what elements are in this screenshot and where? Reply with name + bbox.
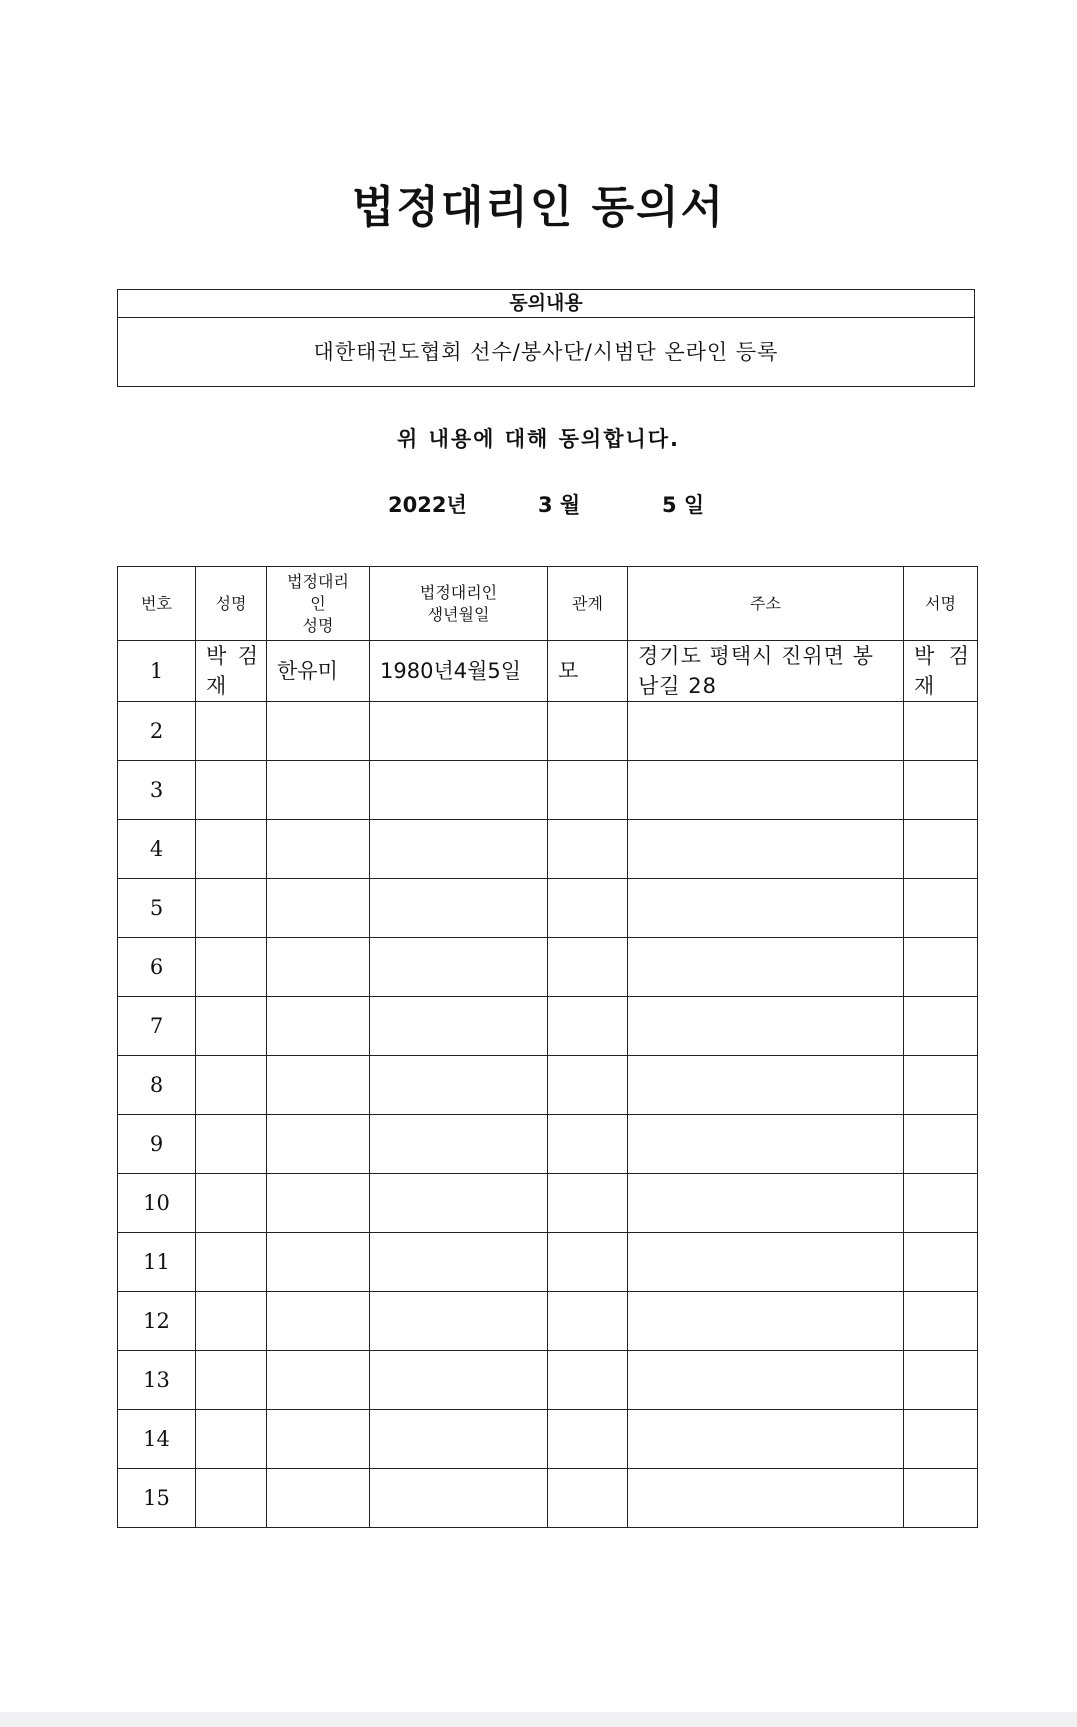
row-relation [548, 1410, 628, 1469]
row-relation [548, 761, 628, 820]
row-guardian-name [267, 1469, 370, 1528]
row-guardian-birth [370, 820, 548, 879]
row-name [196, 879, 267, 938]
row-address [628, 702, 904, 761]
row-guardian-name [267, 1174, 370, 1233]
row-no: 2 [118, 702, 196, 761]
row-address [628, 761, 904, 820]
row-address [628, 938, 904, 997]
row-address [628, 1115, 904, 1174]
row-no: 4 [118, 820, 196, 879]
row-no: 1 [118, 641, 196, 702]
row-guardian-birth [370, 1174, 548, 1233]
row-guardian-birth [370, 1351, 548, 1410]
row-no: 12 [118, 1292, 196, 1351]
row-relation [548, 820, 628, 879]
table-row [118, 702, 978, 761]
table-row [118, 1469, 978, 1528]
row-guardian-name [267, 938, 370, 997]
row-no: 11 [118, 1233, 196, 1292]
header-guardian-name-line: 성명 [302, 615, 334, 635]
row-relation [548, 1174, 628, 1233]
row-signature [904, 761, 978, 820]
row-signature [904, 1410, 978, 1469]
table-row [118, 1292, 978, 1351]
row-name [196, 1410, 267, 1469]
table-row [118, 1351, 978, 1410]
header-relation: 관계 [548, 567, 628, 641]
bottom-bar [0, 1712, 1077, 1727]
row-relation [548, 1292, 628, 1351]
header-guardian-birth-line: 법정대리인 [419, 582, 498, 602]
row-guardian-birth [370, 879, 548, 938]
row-guardian-name [267, 1410, 370, 1469]
row-guardian-birth [370, 761, 548, 820]
row-name [196, 1174, 267, 1233]
row-guardian-birth [370, 1469, 548, 1528]
row-no: 14 [118, 1410, 196, 1469]
row-guardian-name [267, 1292, 370, 1351]
row-signature [904, 1351, 978, 1410]
row-signature [904, 1174, 978, 1233]
row-guardian-name [267, 820, 370, 879]
table-row [118, 1056, 978, 1115]
row-address [628, 820, 904, 879]
row-relation [548, 997, 628, 1056]
signature-table [117, 566, 978, 1528]
table-row [118, 997, 978, 1056]
row-relation [548, 1233, 628, 1292]
row-guardian-name [267, 997, 370, 1056]
row-address [628, 1174, 904, 1233]
row-guardian-birth [370, 1410, 548, 1469]
row-name [196, 641, 267, 702]
row-name [196, 1115, 267, 1174]
row-name [196, 1233, 267, 1292]
table-header-row [118, 567, 978, 641]
row-guardian-birth: 1980년4월5일 [370, 641, 548, 702]
row-address [628, 1351, 904, 1410]
row-name-line: 박 검 [206, 644, 258, 668]
row-signature [904, 1292, 978, 1351]
row-no: 3 [118, 761, 196, 820]
table-row [118, 1233, 978, 1292]
row-guardian-birth [370, 938, 548, 997]
header-signature: 서명 [904, 567, 978, 641]
row-guardian-birth [370, 997, 548, 1056]
row-address [628, 997, 904, 1056]
row-address [628, 1410, 904, 1469]
row-relation [548, 1351, 628, 1410]
row-name [196, 702, 267, 761]
table-row [118, 879, 978, 938]
page-title: 법정대리인 동의서 [351, 182, 726, 233]
table-row [118, 641, 978, 702]
row-signature-line: 박 검 [914, 644, 969, 668]
header-guardian-name-line: 인 [310, 593, 326, 613]
row-no: 6 [118, 938, 196, 997]
row-name [196, 1469, 267, 1528]
row-guardian-name [267, 1233, 370, 1292]
header-guardian-name-line: 법정대리 [287, 571, 349, 591]
row-signature [904, 997, 978, 1056]
row-signature [904, 1056, 978, 1115]
row-name [196, 1351, 267, 1410]
consent-content: 대한태권도협회 선수/봉사단/시범단 온라인 등록 [313, 340, 779, 364]
row-no: 8 [118, 1056, 196, 1115]
row-signature [904, 820, 978, 879]
row-guardian-name [267, 1056, 370, 1115]
table-row [118, 761, 978, 820]
table-row [118, 820, 978, 879]
table-row [118, 1174, 978, 1233]
row-name [196, 938, 267, 997]
row-no: 13 [118, 1351, 196, 1410]
header-guardian-birth [370, 567, 548, 641]
row-relation [548, 1469, 628, 1528]
row-address-line: 경기도 평택시 진위면 봉 [638, 644, 874, 668]
date-year: 2022년 [388, 493, 467, 517]
row-guardian-name [267, 1351, 370, 1410]
row-signature [904, 938, 978, 997]
header-no: 번호 [118, 567, 196, 641]
table-row [118, 1410, 978, 1469]
row-relation [548, 1115, 628, 1174]
consent-header: 동의내용 [118, 290, 974, 318]
agree-statement: 위 내용에 대해 동의합니다. [396, 427, 681, 451]
row-guardian-birth [370, 1115, 548, 1174]
row-address [628, 1469, 904, 1528]
header-guardian-name [267, 567, 370, 641]
date-month: 3 월 [538, 493, 581, 517]
row-address [628, 1233, 904, 1292]
row-guardian-birth [370, 1056, 548, 1115]
header-address: 주소 [628, 567, 904, 641]
row-signature [904, 641, 978, 702]
consent-box [117, 289, 975, 387]
row-relation [548, 879, 628, 938]
row-signature-line: 재 [914, 674, 935, 698]
row-signature [904, 879, 978, 938]
row-guardian-name [267, 1115, 370, 1174]
row-no: 9 [118, 1115, 196, 1174]
row-no: 15 [118, 1469, 196, 1528]
header-guardian-birth-line: 생년월일 [427, 604, 490, 624]
row-address [628, 879, 904, 938]
row-relation [548, 1056, 628, 1115]
row-guardian-name [267, 761, 370, 820]
row-address [628, 1292, 904, 1351]
row-guardian-birth [370, 1233, 548, 1292]
row-signature [904, 1115, 978, 1174]
row-guardian-name [267, 702, 370, 761]
row-relation [548, 702, 628, 761]
row-name [196, 1292, 267, 1351]
row-relation: 모 [548, 641, 628, 702]
row-no: 7 [118, 997, 196, 1056]
table-row [118, 1115, 978, 1174]
row-name [196, 997, 267, 1056]
header-name: 성명 [196, 567, 267, 641]
row-no: 5 [118, 879, 196, 938]
date-line [0, 490, 1077, 520]
row-address [628, 641, 904, 702]
row-name [196, 761, 267, 820]
row-address [628, 1056, 904, 1115]
row-name [196, 1056, 267, 1115]
row-signature [904, 1469, 978, 1528]
row-name-line: 재 [206, 674, 227, 698]
table-row [118, 938, 978, 997]
row-address-line: 남길 28 [638, 674, 717, 698]
row-guardian-name: 한유미 [267, 641, 370, 702]
row-relation [548, 938, 628, 997]
row-guardian-birth [370, 1292, 548, 1351]
row-guardian-name [267, 879, 370, 938]
date-day: 5 일 [662, 493, 705, 517]
row-signature [904, 1233, 978, 1292]
row-no: 10 [118, 1174, 196, 1233]
row-guardian-birth [370, 702, 548, 761]
row-signature [904, 702, 978, 761]
row-name [196, 820, 267, 879]
